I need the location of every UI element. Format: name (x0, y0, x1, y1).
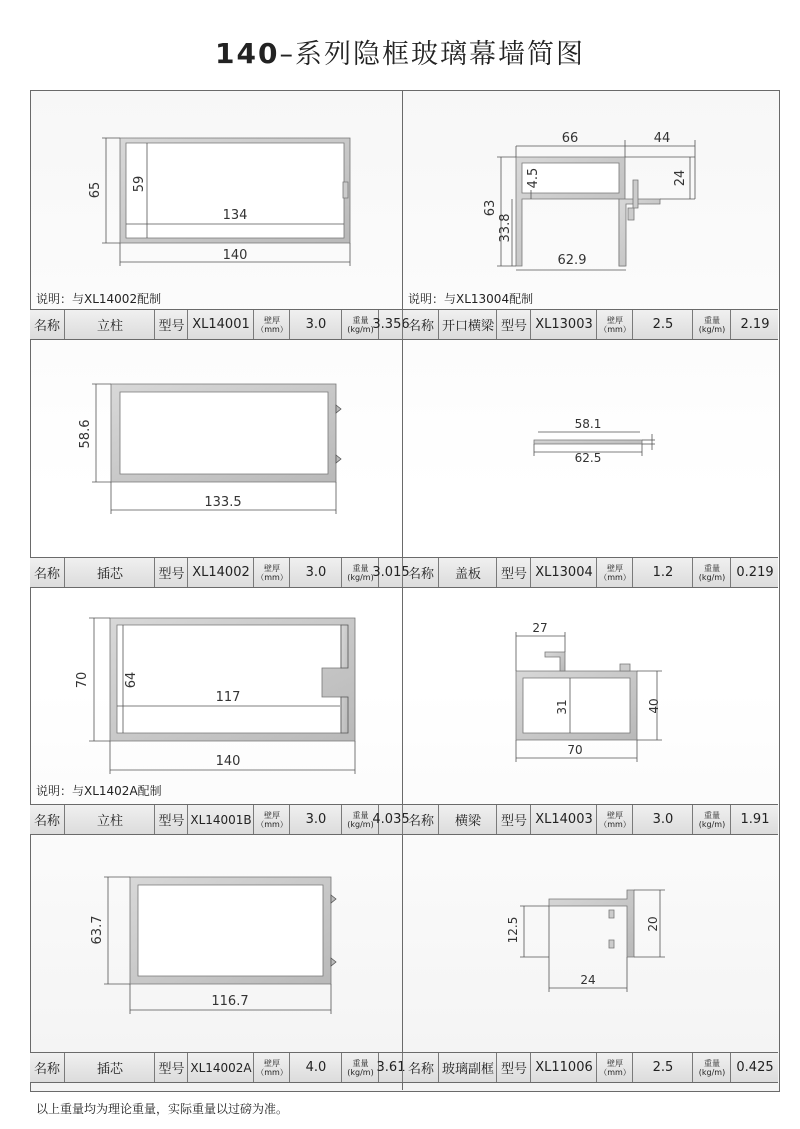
part-weight: 4.035 (378, 805, 403, 834)
label-weight-top: 重量 (703, 563, 720, 573)
label-wall-unit: （mm） (599, 324, 631, 334)
dim-p8-w: 24 (580, 973, 596, 987)
dim-p2-h-total: 63 (483, 199, 498, 217)
label-weight-unit: (kg/m) (698, 572, 726, 582)
label-weight (692, 805, 731, 834)
label-weight-top: 重量 (352, 315, 369, 325)
part-wall: 3.0 (289, 558, 342, 587)
dim-p1-w-inner: 134 (222, 208, 248, 223)
label-wall-unit: （mm） (599, 819, 631, 829)
label-weight-top: 重量 (352, 563, 369, 573)
part-wall: 4.0 (289, 1053, 342, 1082)
label-weight-unit: (kg/m) (347, 1067, 374, 1077)
title-text: –系列隐框玻璃幕墙简图 (279, 39, 585, 70)
part-weight: 3.356 (378, 310, 403, 339)
part-model: XL11006 (530, 1053, 597, 1082)
label-wall (253, 805, 290, 834)
part-name: 插芯 (64, 558, 155, 587)
label-name: 名称 (33, 567, 60, 582)
part-wall: 3.0 (289, 805, 342, 834)
profile-xl13003 (497, 140, 695, 270)
dim-p1-w-outer: 140 (222, 248, 248, 263)
label-weight-top: 重量 (703, 1058, 720, 1068)
label-wall (596, 310, 633, 339)
dim-p1-h-outer: 65 (88, 181, 103, 199)
profile-xl14001 (102, 138, 350, 266)
label-wall-unit: （mm） (256, 1067, 288, 1077)
part-model: XL14001B (187, 805, 254, 834)
dim-p8-h-left: 12.5 (506, 916, 520, 944)
dim-p6-h-inner: 31 (555, 699, 569, 715)
label-weight-top: 重量 (703, 315, 720, 325)
label-wall-top: 壁厚 (607, 563, 623, 573)
label-weight-top: 重量 (352, 1058, 369, 1068)
label-weight-top: 重量 (352, 810, 369, 820)
part-name: 盖板 (438, 558, 497, 587)
label-wall-top: 壁厚 (264, 563, 280, 573)
part-wall: 3.0 (289, 310, 342, 339)
dim-p2-w-bottom: 62.9 (557, 253, 587, 268)
label-wall-top: 壁厚 (264, 1058, 280, 1068)
label-weight (692, 310, 731, 339)
note-xl14001b: 说明：与XL1402A配制 (36, 784, 162, 798)
part-name: 玻璃副框 (438, 1053, 497, 1082)
title-number: 140 (215, 37, 280, 70)
part-weight: 2.19 (730, 310, 779, 339)
label-wall-unit: （mm） (256, 572, 288, 582)
spec-row-1 (30, 309, 778, 340)
part-model: XL14002A (187, 1053, 254, 1082)
part-model: XL14001 (187, 310, 254, 339)
part-wall: 3.0 (632, 805, 693, 834)
part-weight: 3.015 (378, 558, 403, 587)
label-weight (341, 1053, 379, 1082)
note-xl14001: 说明：与XL14002配制 (36, 292, 162, 306)
label-wall (596, 805, 633, 834)
dim-p2-h-lower: 33.8 (498, 213, 513, 243)
label-model: 型号 (154, 1053, 188, 1082)
label-wall-top: 壁厚 (264, 810, 280, 820)
weight-footnote: 以上重量均为理论重量，实际重量以过磅为准。 (36, 1102, 289, 1116)
dim-p2-w-right: 44 (653, 131, 671, 146)
label-weight-unit: (kg/m) (698, 324, 726, 334)
dim-p3-w: 133.5 (204, 495, 242, 510)
label-model: 型号 (496, 310, 531, 339)
dim-p1-h-inner: 59 (132, 175, 147, 193)
label-wall-unit: （mm） (599, 572, 631, 582)
dim-p5-h-outer: 70 (75, 671, 90, 689)
dim-p2-h-small: 4.5 (526, 167, 541, 189)
part-weight: 3.61 (378, 1053, 403, 1082)
label-wall (253, 310, 290, 339)
label-name: 名称 (33, 814, 60, 829)
label-wall-unit: （mm） (599, 1067, 631, 1077)
part-wall: 1.2 (632, 558, 693, 587)
label-weight-unit: (kg/m) (347, 819, 374, 829)
spec-row-2 (30, 557, 778, 588)
note-xl13003: 说明：与XL13004配制 (408, 292, 534, 306)
dim-p7-w: 116.7 (211, 994, 249, 1009)
label-wall (596, 558, 633, 587)
part-name: 插芯 (64, 1053, 155, 1082)
label-weight-unit: (kg/m) (347, 324, 374, 334)
dim-p6-w-top: 27 (532, 621, 548, 635)
dim-p2-h-right: 24 (673, 169, 688, 187)
label-wall-top: 壁厚 (607, 315, 623, 325)
part-weight: 0.425 (730, 1053, 779, 1082)
part-model: XL14003 (530, 805, 597, 834)
label-model: 型号 (154, 310, 188, 339)
dim-p6-h-outer: 40 (647, 698, 661, 714)
dim-p3-h: 58.6 (78, 419, 93, 449)
label-model: 型号 (496, 1053, 531, 1082)
label-wall-unit: （mm） (256, 819, 288, 829)
part-name: 横梁 (438, 805, 497, 834)
part-wall: 2.5 (632, 1053, 693, 1082)
dim-p5-w-outer: 140 (215, 754, 241, 769)
dim-p5-h-inner: 64 (124, 671, 139, 689)
dim-p8-h-right: 20 (646, 916, 660, 932)
dim-p4-w-top: 58.1 (574, 417, 602, 431)
label-weight (692, 1053, 731, 1082)
label-wall (253, 1053, 290, 1082)
dim-p4-w-bottom: 62.5 (574, 451, 602, 465)
label-weight-unit: (kg/m) (698, 819, 726, 829)
part-wall: 2.5 (632, 310, 693, 339)
label-model: 型号 (154, 558, 188, 587)
part-model: XL14002 (187, 558, 254, 587)
part-model: XL13004 (530, 558, 597, 587)
part-name: 立柱 (64, 805, 155, 834)
label-weight-unit: (kg/m) (698, 1067, 726, 1077)
label-wall-top: 壁厚 (264, 315, 280, 325)
label-wall (253, 558, 290, 587)
label-model: 型号 (154, 805, 188, 834)
label-name: 名称 (402, 805, 439, 834)
label-weight-top: 重量 (703, 810, 720, 820)
label-weight-unit: (kg/m) (347, 572, 374, 582)
label-name: 名称 (33, 1062, 60, 1077)
label-name: 名称 (402, 310, 439, 339)
dim-p6-w: 70 (567, 743, 583, 757)
label-wall-unit: （mm） (256, 324, 288, 334)
spec-row-4 (30, 1052, 778, 1083)
label-model: 型号 (496, 805, 531, 834)
part-model: XL13003 (530, 310, 597, 339)
label-weight (692, 558, 731, 587)
part-weight: 0.219 (730, 558, 779, 587)
label-name: 名称 (402, 558, 439, 587)
part-name: 立柱 (64, 310, 155, 339)
label-wall-top: 壁厚 (607, 1058, 623, 1068)
label-name: 名称 (402, 1053, 439, 1082)
dim-p7-h: 63.7 (90, 915, 105, 945)
profile-xl14003 (516, 632, 662, 762)
dim-p5-w-inner: 117 (215, 690, 241, 705)
label-wall (596, 1053, 633, 1082)
part-name: 开口横梁 (438, 310, 497, 339)
label-name: 名称 (33, 319, 60, 334)
label-wall-top: 壁厚 (607, 810, 623, 820)
spec-row-3 (30, 804, 778, 835)
label-model: 型号 (496, 558, 531, 587)
part-weight: 1.91 (730, 805, 779, 834)
dim-p2-w-top: 66 (561, 131, 579, 146)
